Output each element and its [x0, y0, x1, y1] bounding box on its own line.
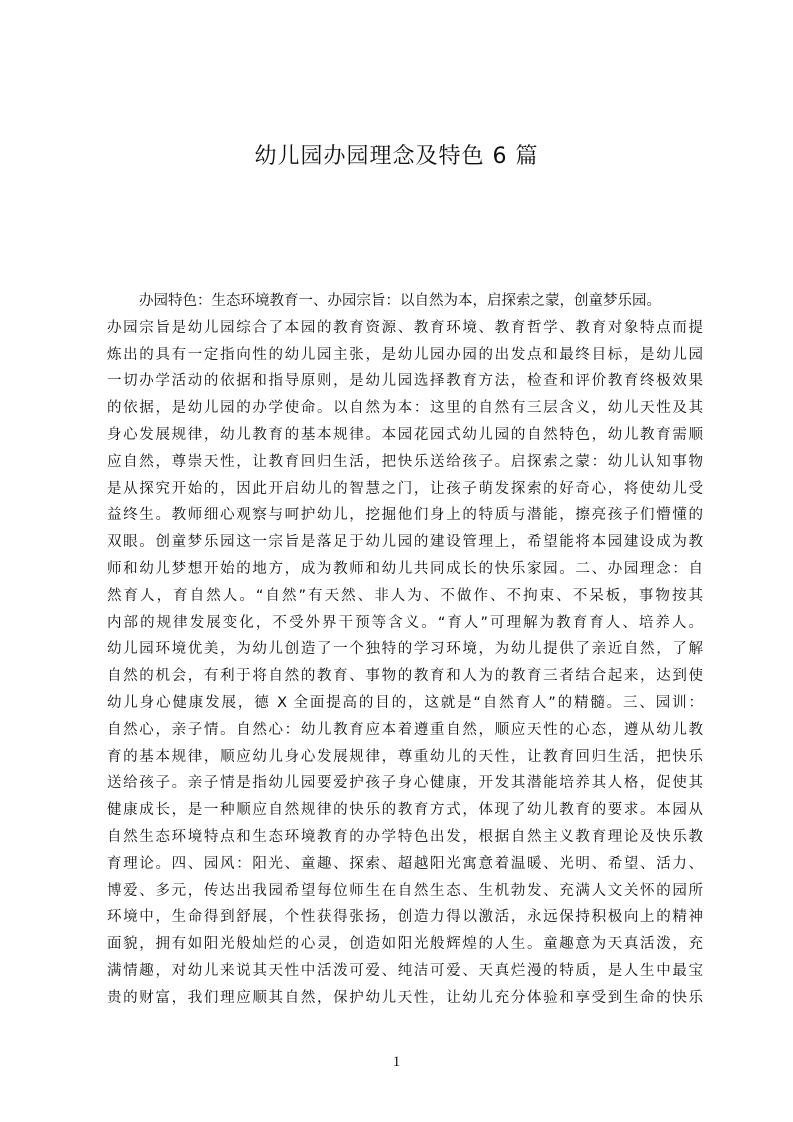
paragraph-line: 双眼。创童梦乐园这一宗旨是落足于幼儿园的建设管理上，希望能将本园建设成为教	[107, 534, 703, 551]
paragraph-line: 应自然，尊崇天性，让教育回归生活，把快乐送给孩子。启探索之蒙：幼儿认知事物	[107, 453, 703, 470]
paragraph-line: 自然生态环境特点和生态环境教育的办学特色出发，根据自然主义教育理论及快乐教	[107, 828, 703, 845]
paragraph-line: 环境中，生命得到舒展，个性获得张扬，创造力得以激活，永远保持积极向上的精神	[107, 909, 703, 926]
paragraph-line: 办园特色：生态环境教育一、办园宗旨：以自然为本，启探索之蒙，创童梦乐园。	[139, 293, 661, 309]
paragraph-line: 育的基本规律，顺应幼儿身心发展规律，尊重幼儿的天性，让教育回归生活，把快乐	[107, 748, 703, 765]
page-number: 1	[392, 1054, 401, 1070]
paragraph-line: 幼儿身心健康发展，德 X 全面提高的目的，这就是“自然育人”的精髓。三、园训：	[107, 694, 703, 711]
document-title: 幼儿园办园理念及特色 6 篇	[254, 144, 539, 169]
paragraph-line: 健康成长，是一种顺应自然规律的快乐的教育方式，体现了幼儿教育的要求。本园从	[107, 802, 703, 819]
paragraph-line: 一切办学活动的依据和指导原则，是幼儿园选择教育方法，检查和评价教育终极效果	[107, 373, 703, 390]
paragraph-line: 的依据，是幼儿园的办学使命。以自然为本：这里的自然有三层含义，幼儿天性及其	[107, 400, 703, 417]
paragraph-line: 育理论。四、园风：阳光、童趣、探索、超越阳光寓意着温暖、光明、希望、活力、	[107, 855, 703, 872]
paragraph-line: 炼出的具有一定指向性的幼儿园主张，是幼儿园办园的出发点和最终目标，是幼儿园	[107, 346, 703, 363]
paragraph-line: 满情趣，对幼儿来说其天性中活泼可爱、纯洁可爱、天真烂漫的特质，是人生中最宝	[107, 962, 703, 979]
paragraph-line: 博爱、多元，传达出我园希望每位师生在自然生态、生机勃发、充满人文关怀的园所	[107, 882, 703, 899]
paragraph-line: 自然心，亲子情。自然心：幼儿教育应本着遵重自然，顺应天性的心态，遵从幼儿教	[107, 721, 703, 738]
paragraph-line: 益终生。教师细心观察与呵护幼儿，挖掘他们身上的特质与潜能，擦亮孩子们懵懂的	[107, 507, 703, 524]
paragraph-line: 面貌，拥有如阳光般灿烂的心灵，创造如阳光般辉煌的人生。童趣意为天真活泼，充	[107, 936, 703, 953]
paragraph-line: 送给孩子。亲子情是指幼儿园要爱护孩子身心健康，开发其潜能培养其人格，促使其	[107, 775, 703, 792]
paragraph-line: 内部的规律发展变化，不受外界干预等含义。“育人”可理解为教育育人、培养人。	[107, 614, 703, 631]
paragraph-line: 身心发展规律，幼儿教育的基本规律。本园花园式幼儿园的自然特色，幼儿教育需顺	[107, 426, 703, 443]
paragraph-line: 办园宗旨是幼儿园综合了本园的教育资源、教育环境、教育哲学、教育对象特点而提	[107, 319, 703, 336]
paragraph-line: 自然的机会，有利于将自然的教育、事物的教育和人为的教育三者结合起来，达到使	[107, 668, 703, 685]
paragraph-line: 是从探究开始的，因此开启幼儿的智慧之门，让孩子萌发探索的好奇心，将使幼儿受	[107, 480, 703, 497]
body-text	[107, 288, 703, 1012]
paragraph-line: 师和幼儿梦想开始的地方，成为教师和幼儿共同成长的快乐家园。二、办园理念：自	[107, 560, 703, 577]
paragraph-line: 贵的财富，我们理应顺其自然，保护幼儿天性，让幼儿充分体验和享受到生命的快乐	[107, 989, 703, 1006]
paragraph-line: 然育人，育自然人。“自然”有天然、非人为、不做作、不拘束、不呆板，事物按其	[107, 587, 703, 604]
paragraph-line: 幼儿园环境优美，为幼儿创造了一个独特的学习环境，为幼儿提供了亲近自然，了解	[107, 641, 703, 658]
